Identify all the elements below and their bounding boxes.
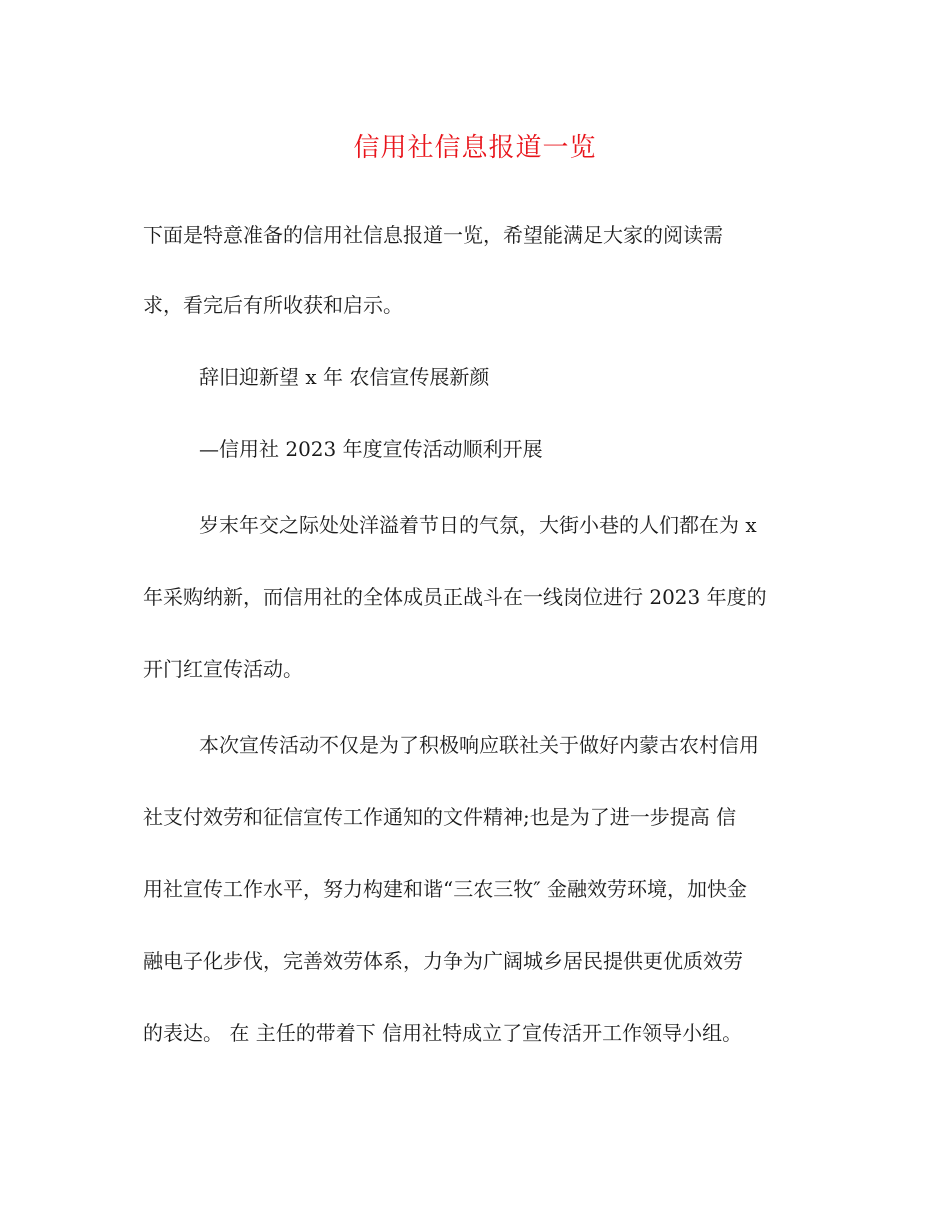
report-subheadline: —信用社 2023 年度宣传活动顺利开展: [199, 437, 543, 461]
intro-line-2: 求，看完后有所收获和启示。: [143, 293, 403, 317]
paragraph-2-line-3: 用社宣传工作水平，努力构建和谐“三农三牧″ 金融效劳环境，加快金: [143, 877, 748, 901]
report-headline: 辞旧迎新望 x 年 农信宣传展新颜: [199, 365, 490, 389]
paragraph-2-line-4: 融电子化步伐，完善效劳体系，力争为广阔城乡居民提供更优质效劳: [143, 949, 743, 973]
paragraph-2-line-5: 的表达。 在 主任的带着下 信用社特成立了宣传活开工作领导小组。: [143, 1021, 743, 1045]
paragraph-2-line-1: 本次宣传活动不仅是为了积极响应联社关于做好内蒙古农村信用: [199, 733, 759, 757]
paragraph-1-line-2: 年采购纳新，而信用社的全体成员正战斗在一线岗位进行 2023 年度的: [143, 585, 767, 609]
paragraph-1-line-3: 开门红宣传活动。: [143, 657, 303, 681]
paragraph-1-line-1: 岁末年交之际处处洋溢着节日的气氛，大街小巷的人们都在为 x: [199, 513, 757, 537]
intro-line-1: 下面是特意准备的信用社信息报道一览，希望能满足大家的阅读需: [143, 223, 723, 247]
document-title: 信用社信息报道一览: [353, 133, 597, 163]
paragraph-2-line-2: 社支付效劳和征信宣传工作通知的文件精神;也是为了进一步提高 信: [143, 805, 737, 829]
